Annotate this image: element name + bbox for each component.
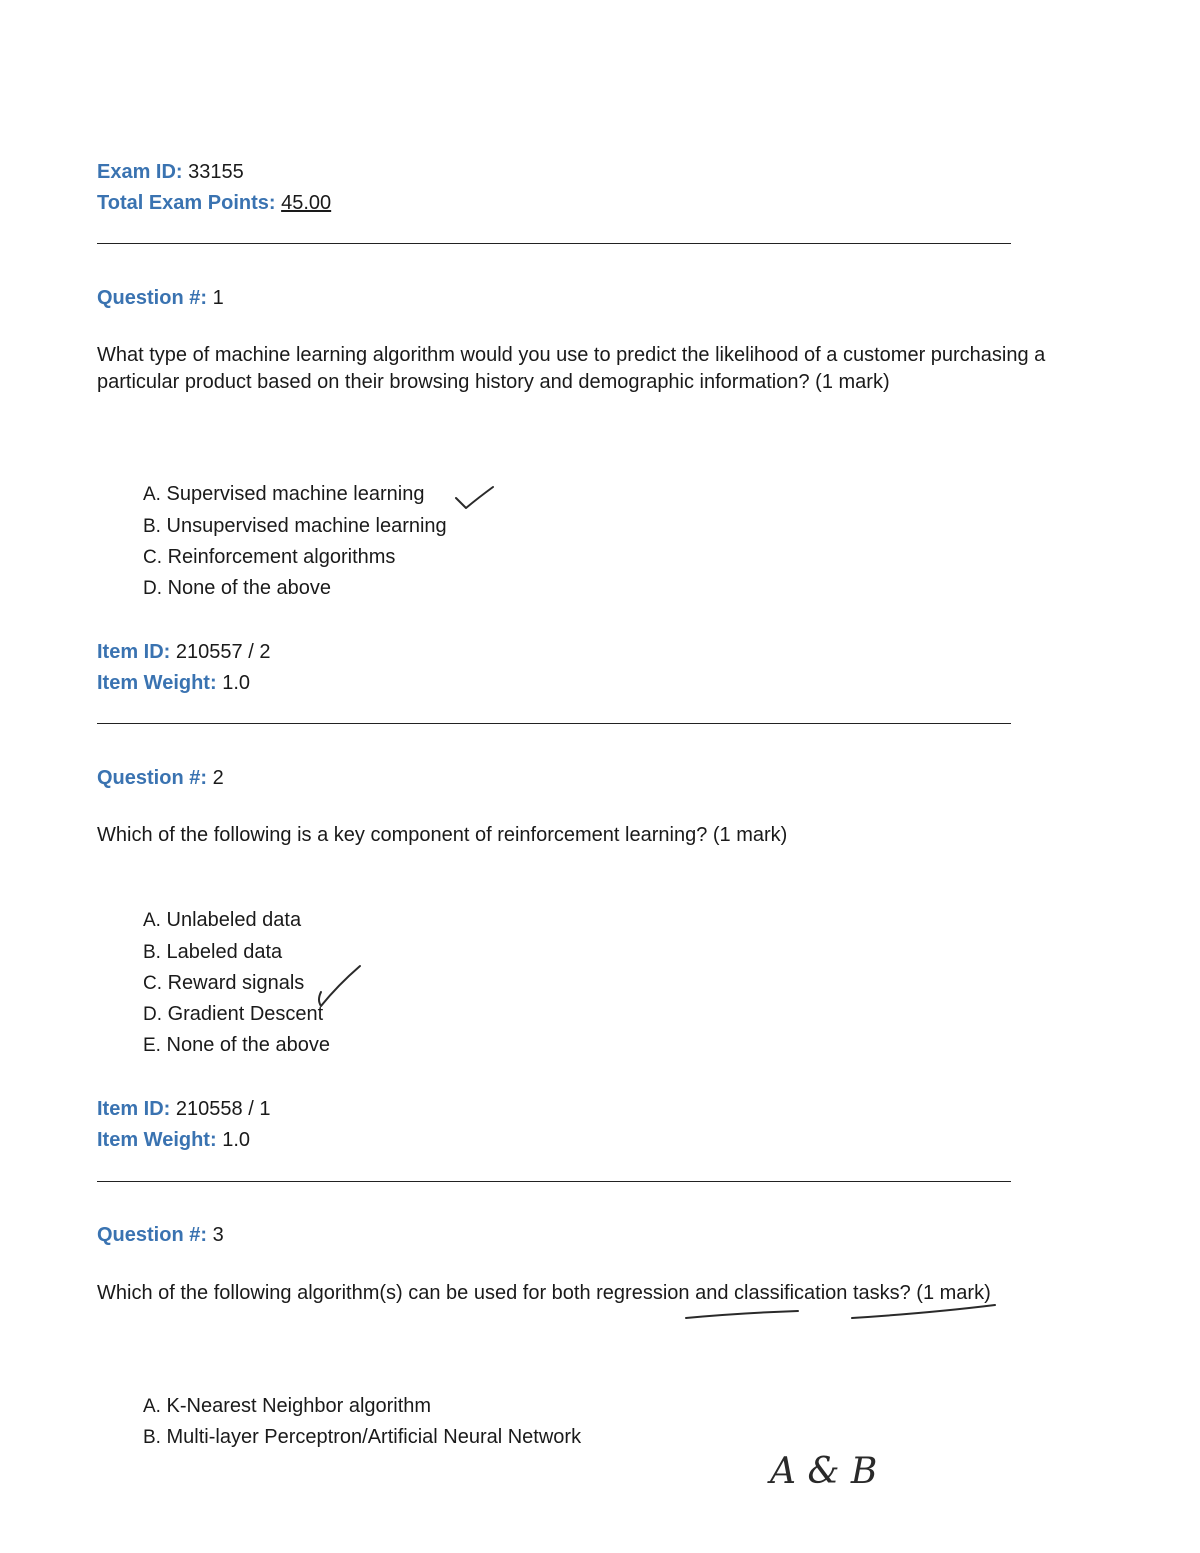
exam-id-label: Exam ID: bbox=[97, 161, 183, 183]
question-2-item-id bbox=[97, 1096, 270, 1122]
divider bbox=[97, 1181, 1011, 1182]
option-letter: B. bbox=[143, 942, 161, 963]
option-text: Unsupervised machine learning bbox=[166, 515, 447, 537]
exam-id-value: 33155 bbox=[188, 161, 244, 183]
question-number-label: Question #: bbox=[97, 767, 208, 789]
option-text: Gradient Descent bbox=[167, 1003, 324, 1025]
option-letter: C. bbox=[143, 973, 162, 994]
option-text: Reward signals bbox=[167, 972, 305, 994]
option-letter: A. bbox=[143, 910, 161, 931]
total-points-label: Total Exam Points: bbox=[97, 192, 276, 214]
question-number-label: Question #: bbox=[97, 287, 208, 309]
total-points-value: 45.00 bbox=[281, 192, 332, 214]
question-1-number bbox=[97, 285, 224, 311]
question-number-value: 3 bbox=[212, 1224, 224, 1246]
item-weight-label: Item Weight: bbox=[97, 672, 217, 694]
option-letter: E. bbox=[143, 1035, 161, 1056]
option-text: None of the above bbox=[167, 577, 332, 599]
question-2-number bbox=[97, 765, 224, 791]
underline-mark bbox=[686, 1311, 798, 1318]
item-id-label: Item ID: bbox=[97, 641, 171, 663]
question-1-option-b bbox=[143, 513, 447, 540]
exam-id-row bbox=[97, 159, 244, 185]
total-points-row bbox=[97, 190, 331, 216]
question-1-option-d bbox=[143, 575, 331, 602]
item-id-label: Item ID: bbox=[97, 1098, 171, 1120]
option-text: Reinforcement algorithms bbox=[167, 546, 396, 568]
question-number-label: Question #: bbox=[97, 1224, 208, 1246]
question-3-option-b bbox=[143, 1424, 581, 1451]
question-1-item-weight bbox=[97, 670, 250, 696]
item-weight-label: Item Weight: bbox=[97, 1129, 217, 1151]
option-text: Labeled data bbox=[166, 941, 283, 963]
question-3-text: Which of the following algorithm(s) can be used for both regression and classification tasks? (1 mark) bbox=[97, 1282, 991, 1304]
handwritten-answer: A & B bbox=[770, 1451, 878, 1492]
question-1-item-id bbox=[97, 639, 270, 665]
question-number-value: 2 bbox=[212, 767, 224, 789]
question-2-option-d bbox=[143, 1001, 323, 1028]
option-text: K-Nearest Neighbor algorithm bbox=[166, 1395, 432, 1417]
option-letter: A. bbox=[143, 1396, 161, 1417]
option-letter: B. bbox=[143, 516, 161, 537]
option-letter: C. bbox=[143, 547, 162, 568]
question-2-option-e bbox=[143, 1032, 330, 1059]
checkmark-icon bbox=[456, 487, 493, 508]
question-2-text: Which of the following is a key component of reinforcement learning? (1 mark) bbox=[97, 824, 788, 846]
option-text: None of the above bbox=[166, 1034, 330, 1056]
question-3-option-a bbox=[143, 1393, 431, 1420]
checkmark-icon bbox=[319, 966, 360, 1006]
divider bbox=[97, 723, 1011, 724]
item-id-value: 210557 / 2 bbox=[175, 641, 271, 663]
question-1-text: What type of machine learning algorithm would you use to predict the likelihood of a customer purchasing a particular product based on their browsing history and demographic information? (1 mark) bbox=[97, 344, 1046, 393]
option-letter: D. bbox=[143, 578, 162, 599]
question-2-item-weight bbox=[97, 1127, 250, 1153]
question-1-option-c bbox=[143, 544, 395, 571]
question-number-value: 1 bbox=[212, 287, 224, 309]
option-letter: A. bbox=[143, 484, 161, 505]
option-letter: B. bbox=[143, 1427, 161, 1448]
option-text: Unlabeled data bbox=[166, 909, 302, 931]
item-id-value: 210558 / 1 bbox=[175, 1098, 271, 1120]
option-text: Supervised machine learning bbox=[166, 483, 425, 505]
item-weight-value: 1.0 bbox=[222, 672, 251, 694]
option-text: Multi-layer Perceptron/Artificial Neural Network bbox=[166, 1426, 582, 1448]
question-1-option-a bbox=[143, 481, 424, 508]
divider bbox=[97, 243, 1011, 244]
option-letter: D. bbox=[143, 1004, 162, 1025]
item-weight-value: 1.0 bbox=[222, 1129, 251, 1151]
question-2-option-c bbox=[143, 970, 304, 997]
question-2-option-a bbox=[143, 907, 301, 934]
question-3-number bbox=[97, 1222, 224, 1248]
question-2-option-b bbox=[143, 939, 282, 966]
